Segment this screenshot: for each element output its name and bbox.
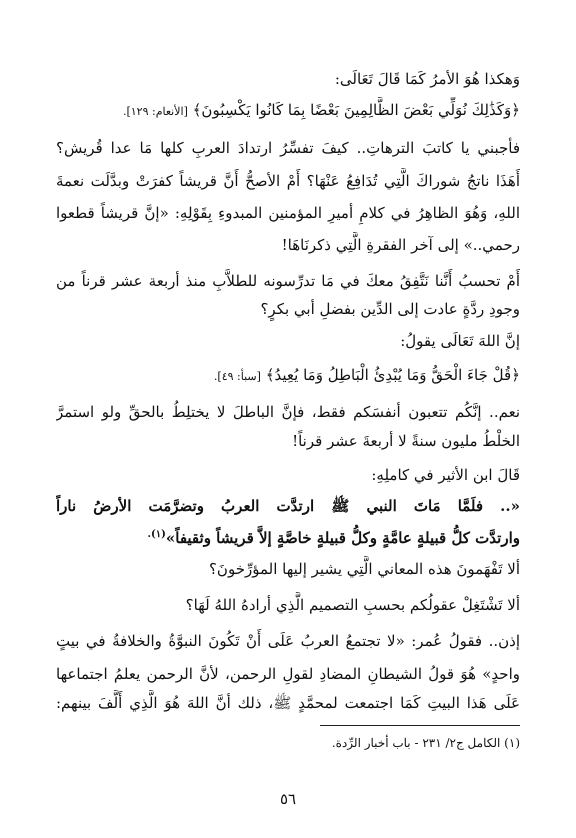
line-text: الخلْطُ مليون سنةً لا أربعةَ عشر قرناً! (292, 432, 520, 450)
line-text: واحدٍ» هُوَ قولُ الشيطانِ المضادِ لقولِ الرحمن، لأنَّ الرحمن يعلمُ اجتماعها (56, 665, 520, 683)
verse-reference: [سبأ: ٤٩]. (213, 370, 261, 383)
line-text: ألا تَفْهَمونَ هذه المعاني الَّتِي يشير إليها المؤرِّخونَ؟ (208, 560, 520, 578)
text-line (56, 200, 520, 226)
quote-line (56, 522, 520, 551)
line-text: عَلَى هَذا البيتِ كَمَا اجتمعت لمحمَّدٍ ﷺ، ذلك أنَّ اللهَ هُوَ الَّذِي أَلَّفَ بينهم: (56, 694, 520, 712)
text-line (56, 592, 520, 618)
text-line (56, 66, 520, 92)
page-number: ٥٦ (279, 790, 297, 808)
text-line (56, 268, 520, 294)
line-text: اللهِ، وَهُوَ الظاهِرُ في كلامِ أميرِ المؤمنين المبدوءِ بِقَوْلِهِ: «إنَّ قريشاً قطعوا (56, 204, 520, 222)
line-text: نعم.. إنَّكُم تتعبون أنفسَكم فقط، فإنَّ الباطلَ لا يختلِطُ بالحقِّ ولو استمرَّ (56, 403, 520, 421)
text-line (56, 399, 520, 425)
quote-line (56, 493, 520, 519)
line-text: قَالَ ابن الأثير في كاملِهِ: (371, 466, 520, 484)
text-line (56, 168, 520, 194)
verse-reference: [الأنعام: ١٢٩]. (122, 105, 188, 118)
text-line (56, 661, 520, 687)
line-text: أَمْ تحسبُ أَنَّنا نَتَّفِقُ معكَ في مَا تدرِّسونه للطلاَّبِ منذ أربعة عشر قرناً من (56, 272, 520, 290)
line-text: وَهكذا هُوَ الأمرُ كَمَا قَالَ تَعَالَى: (334, 70, 520, 88)
line-text: فأجبني يا كاتبَ الترهاتِ.. كيفَ تفسِّرُ ارتدادَ العربِ كلها مَا عدا قُريش؟ (56, 139, 520, 157)
quran-verse: ﴿وَكَذَٰلِكَ نُوَلِّي بَعْضَ الظَّالِمِينَ بَعْضًا بِمَا كَانُوا يَكْسِبُونَ﴾ (192, 101, 520, 119)
footnote-divider (320, 725, 520, 726)
line-text: ألا تَشْتَغِلْ عقولُكم بحسبِ التصميم الَّذِي أرادهُ اللهُ لَهَا؟ (185, 596, 520, 614)
text-line (56, 690, 520, 716)
footnote: (١) الكامل ج٢/ ٢٣١ - باب أخبار الرِّدة. (331, 736, 520, 750)
quran-verse-line (56, 97, 520, 125)
text-line (56, 556, 520, 582)
line-text: وجودِ ردَّةٍ عادت إلى الدِّين بفضلِ أبي بكرٍ؟ (260, 300, 520, 318)
text-line (56, 462, 520, 488)
footnote-marker: (١). (147, 529, 166, 540)
text-line (56, 628, 520, 654)
quote-text: «.. فلَمَّا مَاتَ النبي ﷺ ارتدَّت العربُ وتضرَّمَت الأرضُ ناراً (56, 497, 520, 515)
line-text: رحمي..» إلى آخر الفقرةِ الَّتِي ذكرنَاهَا! (281, 236, 520, 254)
line-text: إنَّ اللهَ تَعَالَى يقولُ: (400, 332, 520, 350)
text-line (56, 328, 520, 354)
text-line (56, 135, 520, 161)
quran-verse: ﴿قُلْ جَاءَ الْحَقُّ وَمَا يُبْدِئُ الْبَاطِلُ وَمَا يُعِيدُ﴾ (265, 366, 520, 384)
quran-verse-line (56, 362, 520, 390)
line-text: أَهَذَا ناتجُ شوراكَ الَّتِي تُدَافِعُ عَنْهَا؟ أَمْ الأصحُّ أَنَّ قريشاً كفرَتْ وبدَّلَت نعمةَ (56, 172, 520, 190)
text-line (56, 296, 520, 322)
line-text: إذن.. فقولُ عُمر: «لا تجتمعُ العربُ عَلَى أَنْ تَكُونَ النبوَّةُ والخلافةُ في بيتٍ (56, 632, 520, 650)
text-line (56, 428, 520, 454)
quote-text: وارتدَّت كلُّ قبيلةٍ عامَّةٍ وكلُّ قبيلةٍ خاصَّةٍ إلاَّ قريشاً وثقيفاً» (165, 529, 520, 547)
text-line (56, 232, 520, 258)
